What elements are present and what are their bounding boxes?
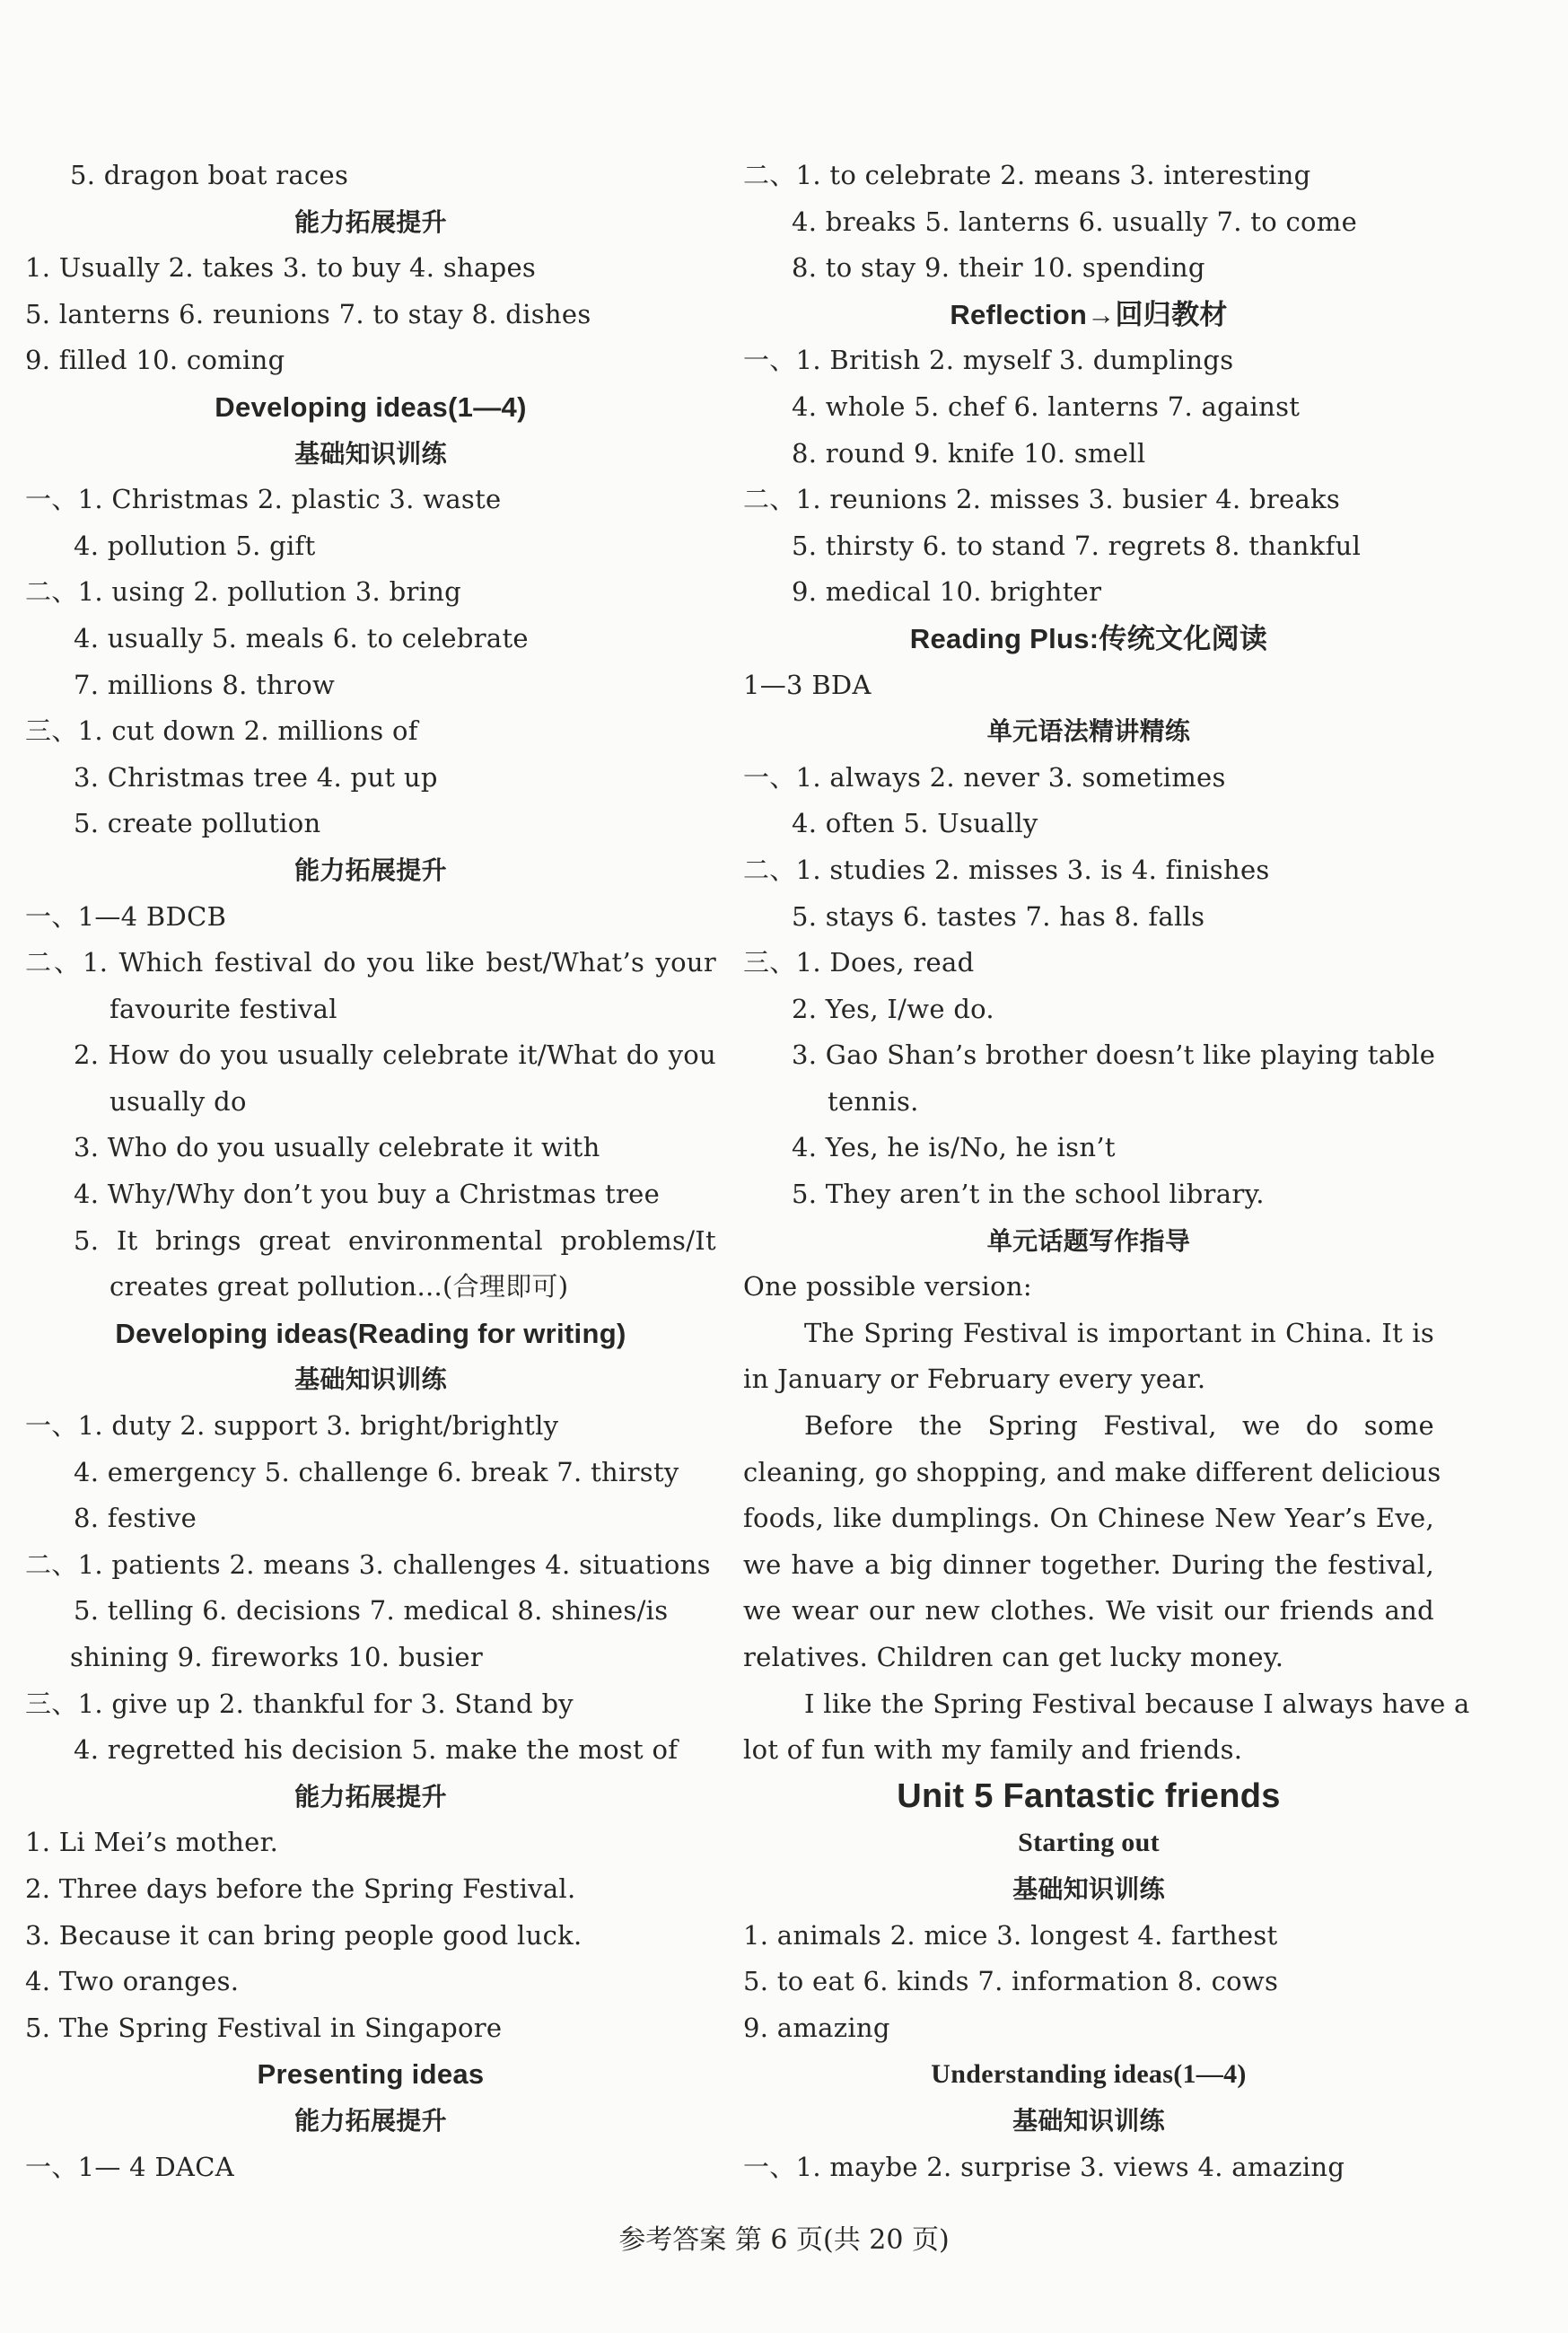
- section-heading: Reflection→回归教材: [950, 298, 1228, 330]
- answer-line: favourite festival: [109, 993, 337, 1024]
- answer-line: 5. The Spring Festival in Singapore: [25, 2012, 503, 2043]
- section-heading: Developing ideas(Reading for writing): [115, 1317, 626, 1349]
- answer-line: 一、1. duty 2. support 3. bright/brightly: [25, 1410, 559, 1442]
- answer-line: 5. thirsty 6. to stand 7. regrets 8. thankful: [792, 530, 1362, 561]
- answer-line: 2. Three days before the Spring Festival.: [25, 1873, 576, 1904]
- answer-line: 一、1. maybe 2. surprise 3. views 4. amazing: [743, 2151, 1345, 2182]
- answer-line: 一、1. British 2. myself 3. dumplings: [743, 345, 1234, 376]
- answer-line: 三、1. Does, read: [743, 947, 975, 978]
- section-heading: 单元话题写作指导: [986, 1225, 1191, 1256]
- answer-line: 一、1—4 BDCB: [25, 900, 227, 932]
- answer-line: 二、1. reunions 2. misses 3. busier 4. breaks: [743, 484, 1341, 515]
- answer-line: tennis.: [828, 1085, 919, 1117]
- answer-line: lot of fun with my family and friends.: [743, 1734, 1243, 1766]
- answer-line: 8. round 9. knife 10. smell: [792, 437, 1146, 469]
- page-footer: 参考答案 第 6 页(共 20 页): [618, 2224, 950, 2256]
- section-heading: 基础知识训练: [1012, 2105, 1165, 2136]
- answer-line: foods, like dumplings. On Chinese New Year’s Eve,: [743, 1503, 1434, 1534]
- section-heading: 能力拓展提升: [294, 855, 447, 885]
- answer-line: 一、1. always 2. never 3. sometimes: [743, 761, 1226, 793]
- answer-line: 5. lanterns 6. reunions 7. to stay 8. dishes: [25, 298, 591, 329]
- answer-line: 4. breaks 5. lanterns 6. usually 7. to come: [792, 206, 1358, 237]
- section-heading: 基础知识训练: [294, 438, 447, 469]
- section-heading: Understanding ideas(1—4): [931, 2059, 1247, 2090]
- answer-line: 5. They aren’t in the school library.: [792, 1179, 1265, 1210]
- answer-line: usually do: [109, 1085, 247, 1117]
- answer-line: 4. emergency 5. challenge 6. break 7. thirsty: [74, 1456, 679, 1487]
- essay-paragraph-line: Before the Spring Festival, we do some: [804, 1410, 1434, 1442]
- answer-line: 1. Li Mei’s mother.: [25, 1827, 279, 1858]
- answer-line: 5. stays 6. tastes 7. has 8. falls: [792, 900, 1205, 932]
- answer-line: 4. usually 5. meals 6. to celebrate: [74, 622, 529, 653]
- answer-line: 二、1. patients 2. means 3. challenges 4. situations: [25, 1548, 711, 1580]
- answer-line: 1. Usually 2. takes 3. to buy 4. shapes: [25, 252, 537, 284]
- answer-line: 2. Yes, I/we do.: [792, 993, 994, 1024]
- right-column: [743, 153, 1470, 2190]
- answer-line: 二、1. to celebrate 2. means 3. interesting: [743, 160, 1311, 190]
- answer-line: 二、1. using 2. pollution 3. bring: [25, 576, 462, 608]
- answer-line: 5. telling 6. decisions 7. medical 8. shines/is: [74, 1595, 669, 1627]
- answer-line: we have a big dinner together. During the festival,: [743, 1548, 1434, 1580]
- answer-line: 3. Gao Shan’s brother doesn’t like playing table: [792, 1039, 1436, 1071]
- answer-line: 三、1. cut down 2. millions of: [25, 715, 418, 747]
- answer-line: we wear our new clothes. We visit our friends and: [743, 1595, 1434, 1627]
- answer-line: 1. animals 2. mice 3. longest 4. farthest: [743, 1919, 1278, 1951]
- answer-line: 7. millions 8. throw: [74, 669, 336, 700]
- section-heading: 能力拓展提升: [294, 206, 447, 237]
- section-heading: 基础知识训练: [294, 1364, 447, 1395]
- answer-line: 3. Who do you usually celebrate it with: [74, 1132, 600, 1163]
- answer-line: 8. to stay 9. their 10. spending: [792, 252, 1205, 284]
- section-heading: 单元语法精讲精练: [986, 716, 1191, 747]
- section-heading: Developing ideas(1—4): [215, 390, 527, 423]
- answer-line: in January or February every year.: [743, 1364, 1206, 1395]
- answer-line: shining 9. fireworks 10. busier: [70, 1642, 484, 1672]
- answer-line: 1—3 BDA: [743, 669, 872, 700]
- answer-line: relatives. Children can get lucky money.: [743, 1642, 1284, 1672]
- answer-line: 三、1. give up 2. thankful for 3. Stand by: [25, 1688, 574, 1719]
- answer-line: 5. to eat 6. kinds 7. information 8. cows: [743, 1966, 1279, 1997]
- answer-line: 二、1. studies 2. misses 3. is 4. finishes: [743, 854, 1270, 885]
- answer-line: 5. It brings great environmental problems/It: [74, 1224, 716, 1256]
- answer-line: 二、1. Which festival do you like best/What’s your: [25, 947, 716, 978]
- answer-line: 4. pollution 5. gift: [74, 530, 316, 561]
- answer-line: 4. Two oranges.: [25, 1966, 240, 1997]
- section-heading: Reading Plus:传统文化阅读: [909, 622, 1268, 654]
- section-heading: 基础知识训练: [1012, 1873, 1165, 1904]
- section-heading: Starting out: [1018, 1828, 1160, 1858]
- answer-line: 一、1. Christmas 2. plastic 3. waste: [25, 484, 502, 515]
- answer-line: One possible version:: [743, 1271, 1032, 1302]
- answer-line: creates great pollution...(合理即可): [109, 1271, 569, 1302]
- answer-line: 9. medical 10. brighter: [792, 576, 1102, 608]
- answer-line: 8. festive: [74, 1503, 197, 1534]
- section-heading: 能力拓展提升: [294, 1781, 447, 1811]
- answer-line: 4. regretted his decision 5. make the most of: [74, 1734, 679, 1766]
- answer-line: 2. How do you usually celebrate it/What do you: [74, 1039, 716, 1071]
- answer-line: 9. amazing: [743, 2012, 890, 2043]
- answer-line: 5. create pollution: [74, 808, 321, 839]
- essay-paragraph-line: I like the Spring Festival because I always have a: [804, 1688, 1470, 1719]
- answer-line: 一、1— 4 DACA: [25, 2151, 234, 2182]
- answer-line: 4. Yes, he is/No, he isn’t: [792, 1132, 1116, 1163]
- unit-title: Unit 5 Fantastic friends: [897, 1776, 1281, 1815]
- answer-line: 4. often 5. Usually: [792, 808, 1038, 839]
- answer-line: 4. whole 5. chef 6. lanterns 7. against: [792, 390, 1301, 422]
- answer-line: 4. Why/Why don’t you buy a Christmas tree: [74, 1179, 661, 1210]
- answer-line: 3. Christmas tree 4. put up: [74, 761, 438, 793]
- left-column: [25, 153, 716, 2190]
- section-heading: 能力拓展提升: [294, 2105, 447, 2136]
- essay-paragraph-line: The Spring Festival is important in China. It is: [804, 1317, 1434, 1348]
- answer-line: 9. filled 10. coming: [25, 345, 285, 376]
- answer-line: cleaning, go shopping, and make different delicious: [743, 1456, 1441, 1487]
- answer-line: 5. dragon boat races: [70, 160, 349, 190]
- answer-line: 3. Because it can bring people good luck.: [25, 1919, 583, 1951]
- section-heading: Presenting ideas: [257, 2058, 485, 2091]
